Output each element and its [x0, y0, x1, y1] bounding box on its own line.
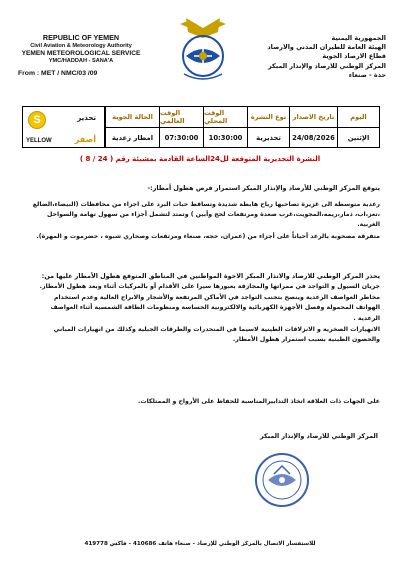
header-bulletin-type: نوع النشرة — [248, 107, 289, 128]
authority-note: على الجهات ذات العلاقة اتخاذ التدابيرالمناسبة للحفاظ على الأرواح و الممتلكات. — [138, 398, 380, 405]
header-utc-time: الوقت العالمي — [160, 107, 203, 128]
value-utc-time: 07:30:00 — [164, 133, 199, 142]
header-ar-authority: الهيئة العامة للطيران المدني والارصاد — [267, 43, 386, 52]
header-local-time: الوقت المحلي — [204, 107, 247, 128]
header-en-service: YEMEN METEOROLOGICAL SERVICE — [21, 49, 141, 57]
forecast-item: متفرقة مصحوبة بالرعد أحياناً على أجزاء من (عمران، حجه، صنعاء ومرتفعات وصحاري شبوه ، حضرموت و المهرة). — [36, 232, 380, 240]
col-weather — [105, 107, 159, 147]
value-day: الإثنين — [347, 133, 370, 142]
header-english — [6, 34, 156, 65]
value-weather: امطار رعدية — [111, 133, 154, 142]
header-ar-country: الجمهورية اليمنية — [331, 34, 386, 42]
header-from-ref: From : MET / NMC/03 /09 — [18, 70, 98, 77]
advice-item: جريان السيول و التواجد في ممراتها والمجازفة بعبورها سيرا على الأقدام أو بالمركبات أثناء وبعد هطول الأمطار. — [39, 283, 380, 290]
col-utc-time — [159, 107, 203, 147]
advice-item: الانهيارات الصخرية و الانزلاقات الطينية لاسيما في المنحدرات والطرقات الجبلية وكذلك من انهيارات المباني والحصون الطينية بسبب استمرار هطول الأمطار. — [53, 325, 380, 344]
header-issue-date: تاريخ الاصدار — [290, 107, 337, 128]
col-local-time — [203, 107, 247, 147]
col-issue-date — [289, 107, 337, 147]
header-arabic — [236, 34, 386, 80]
warning-level-cell — [23, 107, 105, 147]
advice-item: مخاطر العواصف الرعدية وينصح بتجنب التواجد في الأماكن المرتفعة والأشجار والابراج العالية وعدم استخدام الهواتف المحمولة وفصل الأجهزة الكهربائية والالكترونية الحساسة ومنظومات الطاقة الشمسية أثناء العواصف الرعدية . — [50, 294, 380, 322]
forecast-list — [30, 200, 380, 243]
advice-heading: يحذر المركز الوطني للارصاد والانذار المبكر الاخوة المواطنين في المناطق المتوقع هطول الأمطار عليها من: — [41, 272, 380, 280]
forecast-item: رعدية متوسطة الى غزيرة تصاحبها رياح هابطة شديدة وتساقط حبات البرد على اجزاء من محافظات (البيضاء،الضالع ،تعز،اب، ذمار،ريمه،المحويت،غرب صعدة ومرتفعات لحج وأبين ) وتمتد لتشمل أجزاء من سهول تهامة والسواحل الغربية. — [32, 201, 380, 229]
header-en-authority: Civil Aviation & Meteorology Authority — [30, 42, 132, 49]
bulletin-title: النشرة التحذيرية المتوقعة لل24الساعة القادمة بمشيئة رقم ( 24 / 8 ) — [79, 155, 321, 163]
value-bulletin-type: تحذيرية — [256, 133, 281, 142]
header-en-location: YMC/HADDAH - SANA'A — [48, 57, 114, 64]
footer-contact: للاستفسار الاتصال بالمركز الوطني للإرصاد - صنعاء هاتف 410686 - فاكس 419778 — [84, 541, 316, 547]
header-ar-location: حدة - صنعاء — [348, 70, 386, 79]
value-issue-date: 24/08/2026 — [292, 133, 335, 142]
warning-badge-icon: S — [28, 111, 46, 129]
warning-label: تحذير — [77, 114, 96, 122]
header-ar-sector: قطاع الارصاد الجوية — [322, 52, 386, 61]
warning-level-ar: أصفر — [74, 135, 96, 144]
col-bulletin-type — [247, 107, 289, 147]
signer-name: المركز الوطني للارصاد والإنذار المبكر — [260, 432, 378, 440]
advice-list — [30, 282, 380, 346]
value-local-time: 10:30:00 — [208, 133, 243, 142]
header-ar-center: المركز الوطني للارصاد والإنذار المبكر — [268, 61, 386, 70]
col-day — [337, 107, 379, 147]
warning-level-en: YELLOW — [26, 138, 52, 144]
forecast-intro: يتوقع المركز الوطني للأرصاد والإنذار المبكر استمرار فرص هطول أمطار:- — [147, 184, 380, 192]
header-day: اليوم — [338, 107, 379, 128]
header-en-country: REPUBLIC OF YEMEN — [42, 33, 120, 42]
yemen-met-logo-icon — [172, 14, 234, 86]
bulletin-info-table — [22, 106, 380, 148]
header-weather: الحالة الجوية — [106, 107, 159, 128]
official-stamp-icon — [254, 452, 310, 508]
